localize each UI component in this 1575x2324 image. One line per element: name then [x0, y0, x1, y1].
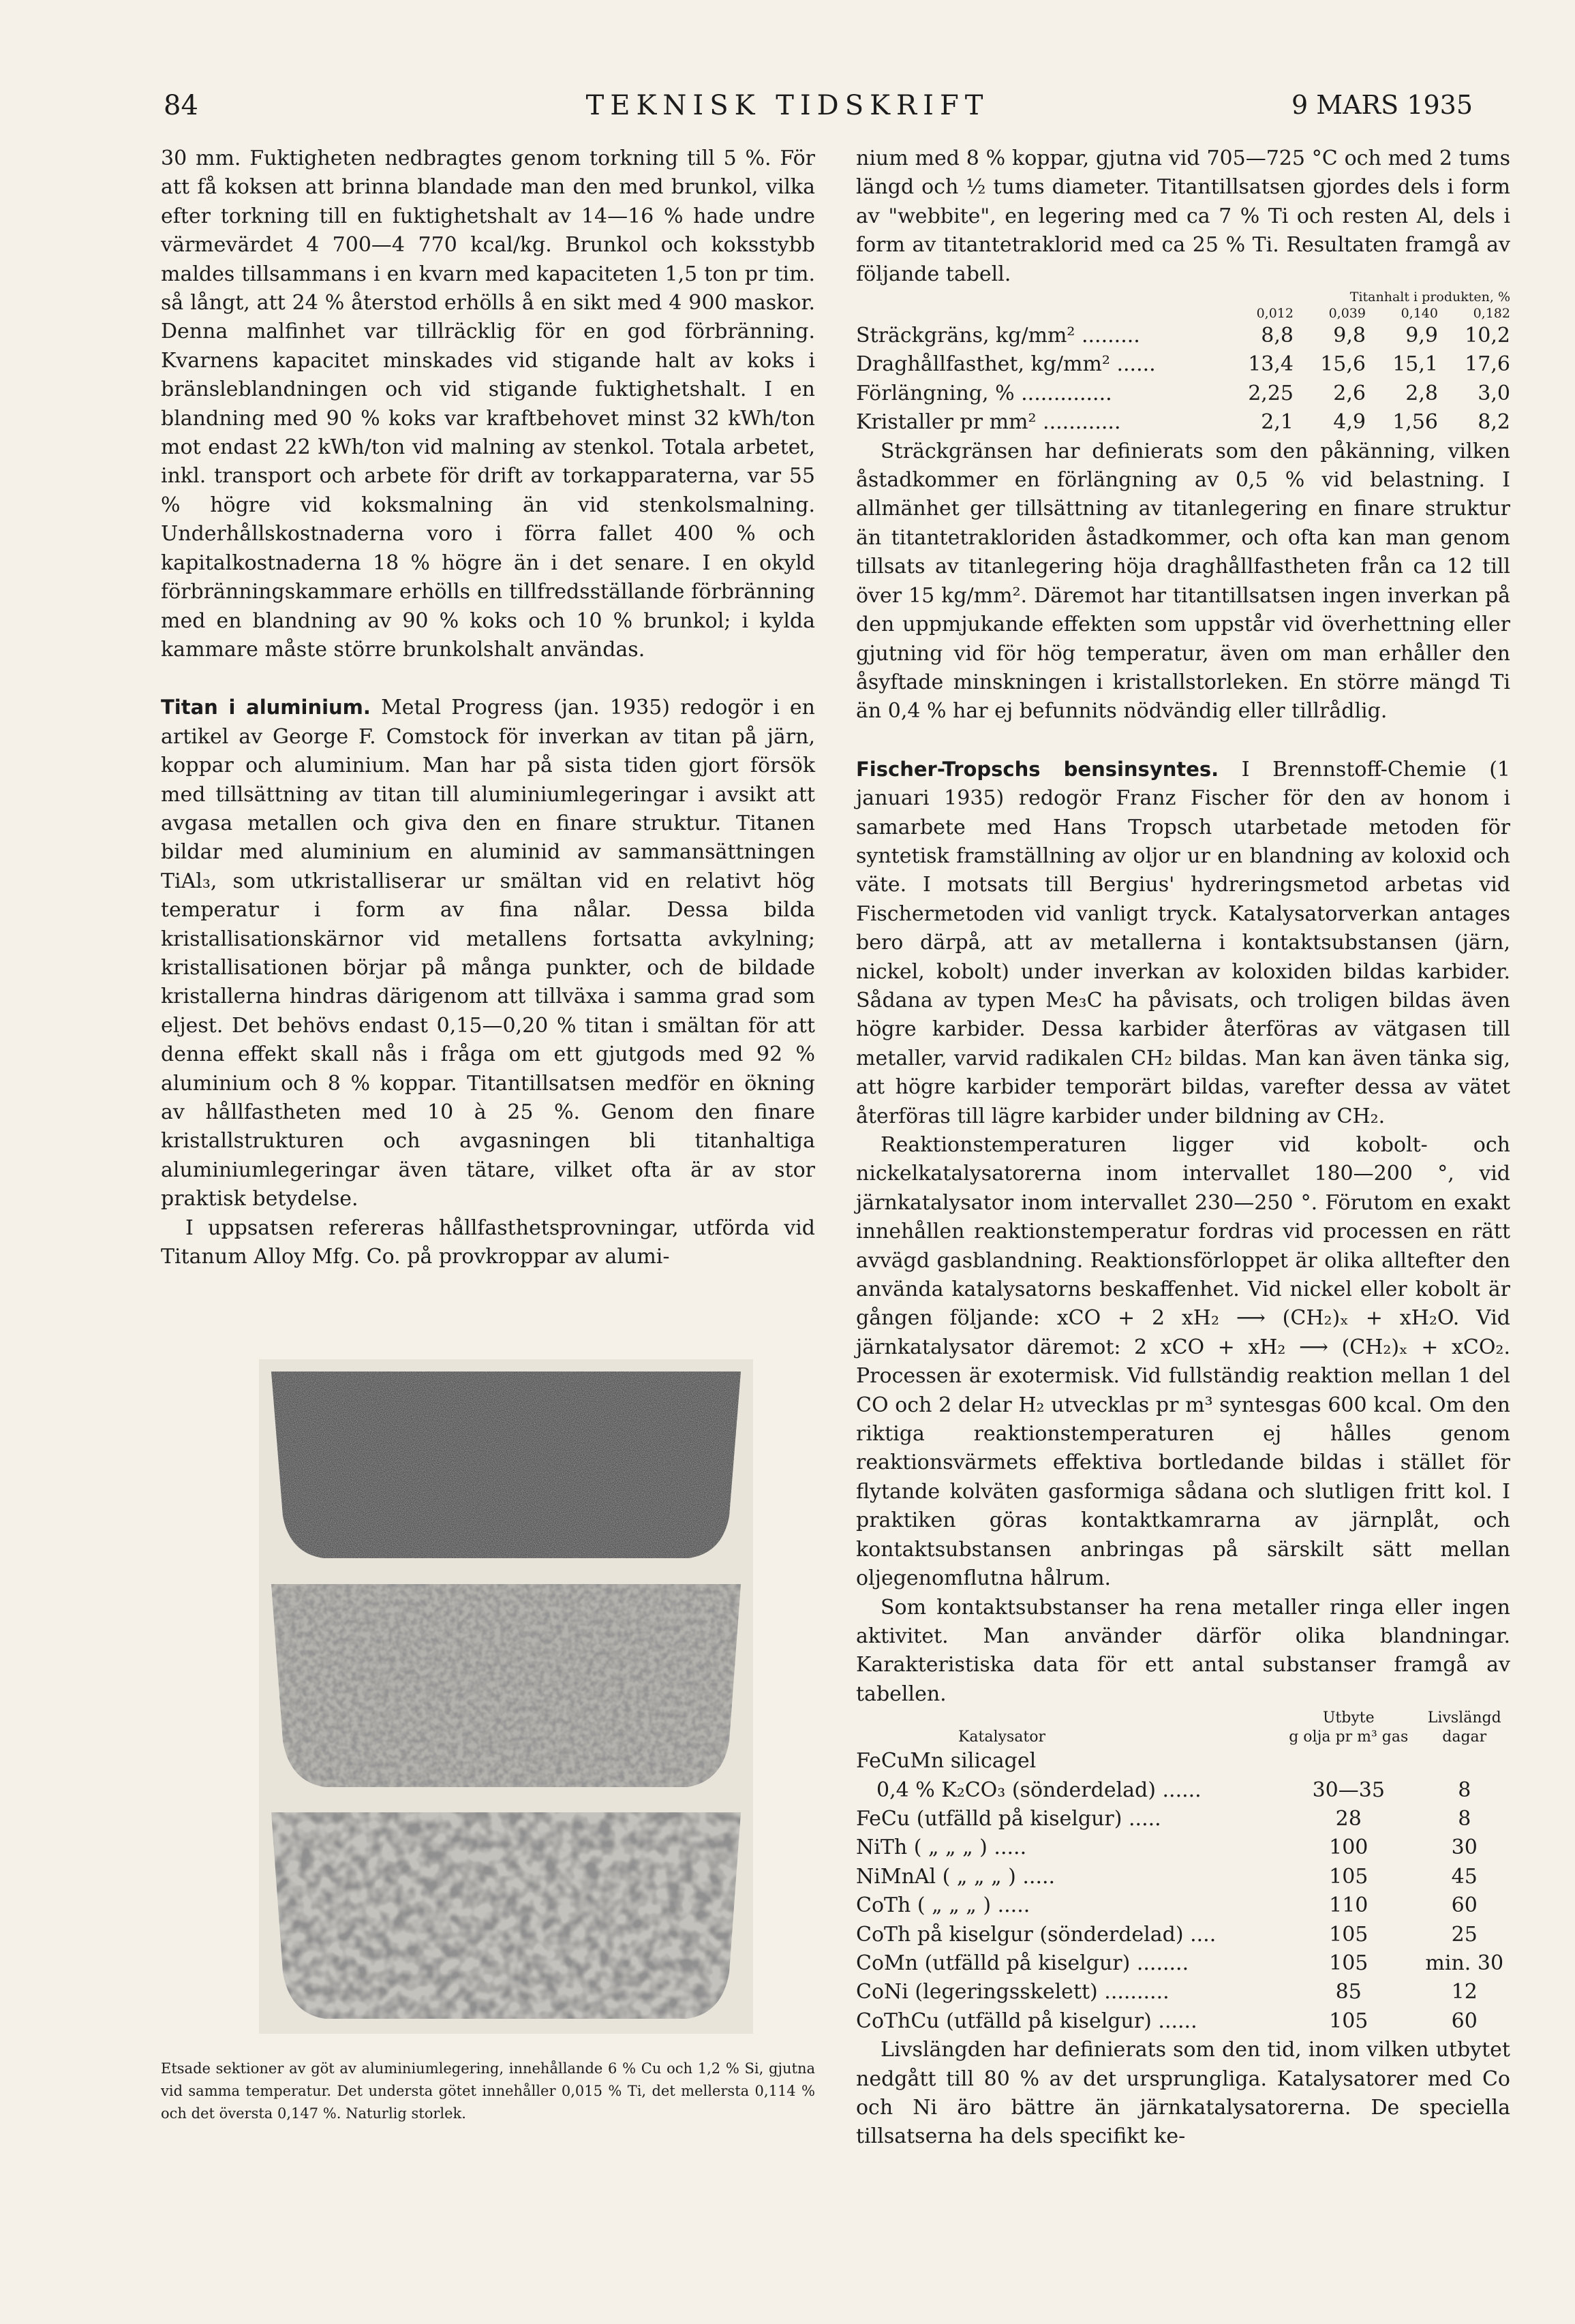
life-header-line1: Livslängd	[1427, 1709, 1501, 1727]
cell: 3,0	[1478, 381, 1510, 405]
life-col-header	[1418, 1709, 1510, 1747]
fischer-paragraph-2: Reaktionstemperaturen ligger vid kobolt- och nickelkatalysatorerna inom intervallet 180—200 °, vid järnkatalysator inom intervallet 230—250 °. Förutom en exakt innehållen reaktionstemperatur fordras vid processen en rätt avvägd gasblandning. Reaktionsförloppet är olika alltefter den använda katalysatorns beskaffenhet. Vid nickel eller kobolt är gången följande: xCO + 2 xH₂ ⟶ (CH₂)ₓ + xH₂O. Vid järnkatalysator däremot: 2 xCO + xH₂ ⟶ (CH₂)ₓ + xCO₂. Processen är exotermisk. Vid fullständig reaktion mellan 1 del CO och 2 delar H₂ utvecklas pr m³ syntesgas 600 kcal. Om den riktiga reaktionstemperaturen ej hålles genom reaktionsvärmets effektiva bortledande bildas i stället för flytande kolväten gasformiga sådana och slutligen fritt kol. I praktiken göras kontaktkamrarna av järnplåt, och kontaktsubstansen anbringas på särskilt sätt mellan oljegenomflutna hålrum.	[856, 1133, 1510, 1591]
catalyst-name: NiTh ( „ „ „ ) .....	[856, 1835, 1027, 1860]
row-label: Sträckgräns, kg/mm² .........	[856, 324, 1140, 348]
catalyst-col-header: Katalysator	[958, 1729, 1045, 1746]
section-heading-titan: Titan i aluminium.	[161, 696, 371, 719]
cell: 30	[1451, 1835, 1478, 1860]
titan-paragraph-1: Metal Progress (jan. 1935) redogör i en artikel av George F. Comstock för inverkan av titan på järn, koppar och aluminium. Man har på sista tiden gjort försök med tillsättning av titan till aluminiumlegeringar i avsikt att avgasa metallen och giva den en finare struktur. Titanen bildar med aluminium en aluminid av sammansättningen TiAl₃, som utkristalliserar ur smältan vid en relativt hög temperatur i form av fina nålar. Dessa bilda kristallisationskärnor vid metallens fortsatta avkylning; kristallisationen börjar på många punkter, och de bildade kristallerna hindras därigenom att tillväxa i samma grad som eljest. Det behövs endast 0,15—0,20 % titan i smältan för att denna effekt skall nås i fråga om ett gjutgods med 92 % aluminium och 8 % koppar. Titantillsatsen medför en ökning av hållfastheten med 10 à 25 %. Genom den finare kristallstrukturen och avgasningen bli titanhaltiga aluminiumlegeringar även tätare, vilket ofta är av stor praktisk betydelse.	[161, 696, 815, 1211]
cell: 9,8	[1333, 324, 1366, 348]
catalyst-name: NiMnAl ( „ „ „ ) .....	[856, 1864, 1056, 1889]
cell: 105	[1329, 1864, 1368, 1889]
cell: 28	[1335, 1806, 1362, 1831]
table-row	[856, 1891, 1510, 1920]
table-row	[856, 322, 1510, 350]
cell: 17,6	[1465, 352, 1510, 377]
issue-date: 9 MARS 1935	[1291, 90, 1473, 120]
cell: 15,1	[1392, 352, 1438, 377]
yield-strength-paragraph: Sträckgränsen har definierats som den påkänning, vilken åstadkommer en förlängning av 0,5 % vid belastning. I allmänhet ger tillsättning av titanlegering en finare struktur än titantetrakloriden åstadkommer, och ofta kan man genom tillsats av titanlegering höja draghållfastheten från ca 12 till över 15 kg/mm². Däremot har titantillsatsen ingen inverkan på den uppmjukande effekten som uppstår vid överhettning eller gjutning vid för hög temperatur, även om man erhåller den åsyftade minskningen i kristallstorleken. En större mängd Ti än 0,4 % har ej befunnits nödvändig eller tillrådlig.	[856, 439, 1510, 724]
etched-ingots-image	[259, 1359, 753, 2034]
fischer-paragraph-3: Som kontaktsubstanser ha rena metaller ringa eller ingen aktivitet. Man använder därför olika blandningar. Karakteristiska data för ett antal substanser framgå av tabellen.	[856, 1595, 1510, 1706]
cell: 60	[1451, 2009, 1478, 2033]
cell: 105	[1329, 1922, 1368, 1947]
titan-continuation: nium med 8 % koppar, gjutna vid 705—725 °C och med 2 tums längd och ½ tums diameter. Titantillsatsen gjordes dels i form av "webbite", en legering med ca 7 % Ti och resten Al, dels i form av titantetraklorid med ca 25 % Ti. Resultaten framgå av följande tabell.	[856, 146, 1510, 286]
row-label: Draghållfasthet, kg/mm² ......	[856, 352, 1156, 377]
table-row	[856, 1833, 1510, 1862]
cell: 2,25	[1248, 381, 1294, 405]
catalyst-table	[856, 1709, 1510, 2036]
table1-col: 0,012	[1256, 306, 1294, 322]
row-label: Förlängning, % ..............	[856, 381, 1112, 405]
bottom-ingot	[259, 1806, 753, 2024]
table-row	[856, 350, 1510, 379]
ingot-sections-figure	[259, 1359, 753, 2034]
table-row	[856, 1949, 1510, 1978]
figure-caption: Etsade sektioner av göt av aluminiumlegering, innehållande 6 % Cu och 1,2 % Si, gjutna vid samma temperatur. Det understa götet innehåller 0,015 % Ti, det mellersta 0,114 % och det översta 0,147 %. Naturlig storlek.	[161, 2060, 815, 2122]
cell: 8,8	[1261, 324, 1294, 348]
cell: 12	[1451, 1980, 1478, 2004]
cell: 8	[1458, 1778, 1471, 1802]
cell: 2,6	[1333, 381, 1366, 405]
catalyst-name: CoNi (legeringsskelett) ..........	[856, 1980, 1169, 2004]
table-row	[856, 1805, 1510, 1833]
table-row	[856, 1776, 1510, 1805]
table-row	[856, 1863, 1510, 1891]
cell: 4,9	[1333, 410, 1366, 435]
table-row	[856, 408, 1510, 437]
cell: 8	[1458, 1806, 1471, 1831]
left-column	[161, 144, 815, 1271]
titan-paragraph-2: I uppsatsen refereras hållfasthetsprovningar, utförda vid Titanum Alloy Mfg. Co. på provkroppar av alumi-	[161, 1215, 815, 1269]
cell: 85	[1335, 1980, 1362, 2004]
cell: 15,6	[1320, 352, 1366, 377]
cell: 25	[1451, 1922, 1478, 1947]
cell: 100	[1329, 1835, 1368, 1860]
cell: 30—35	[1312, 1778, 1385, 1802]
table1-col: 0,140	[1401, 306, 1438, 322]
lifetime-paragraph: Livslängden har definierats som den tid, inom vilken utbytet nedgått till 80 % av det ursprungliga. Katalysatorer med Co och Ni äro bättre än järnkatalysatorerna. De speciella tillsatserna ha dels specifikt ke-	[856, 2038, 1510, 2149]
table1-header: Titanhalt i produkten, %	[1349, 290, 1510, 305]
table-row	[856, 1921, 1510, 1949]
cell: 2,1	[1261, 410, 1294, 435]
cell: 1,56	[1392, 410, 1438, 435]
cell: 10,2	[1465, 324, 1510, 348]
cell: 110	[1329, 1893, 1368, 1918]
yield-header-line1: Utbyte	[1322, 1709, 1375, 1727]
catalyst-name: CoTh på kiselgur (sönderdelad) ....	[856, 1922, 1217, 1947]
table1-col: 0,039	[1328, 306, 1366, 322]
cell: 2,8	[1405, 381, 1438, 405]
cell: 105	[1329, 1951, 1368, 1975]
table-row	[856, 2007, 1510, 2036]
journal-title: TEKNISK TIDSKRIFT	[585, 90, 990, 121]
right-column	[856, 144, 1510, 2152]
yield-col-header	[1279, 1709, 1418, 1747]
page-number: 84	[164, 90, 198, 121]
catalyst-name: CoThCu (utfälld på kiselgur) ......	[856, 2009, 1197, 2033]
cell: 105	[1329, 2009, 1368, 2033]
middle-ingot	[259, 1577, 753, 1795]
cell: 8,2	[1478, 410, 1510, 435]
coal-paragraph: 30 mm. Fuktigheten nedbragtes genom torkning till 5 %. För att få koksen att brinna blandade man den med brunkol, vilka efter torkning till en fuktighetshalt av 14—16 % hade undre värmevärdet 4 700—4 770 kcal/kg. Brunkol och koksstybb maldes tillsammans i en kvarn med kapaciteten 1,5 ton pr tim. så långt, att 24 % återstod erhölls å en sikt med 4 900 maskor. Denna malfinhet var tillräcklig för en god förbränning. Kvarnens kapacitet minskades vid stigande halt av koks i bränsleblandningen och vid stigande fuktighetshalt. I en blandning med 90 % koks var kraftbehovet minst 32 kWh/ton mot endast 22 kWh/ton vid malning av stenkol. Totala arbetet, inkl. transport och arbete för drift av torkapparaterna, var 55 % högre vid koksmalning än vid stenkolsmalning. Underhållskostnaderna voro i förra fallet 400 % och kapitalkostnaderna 18 % högre än i det senare. I en okyld förbränningskammare erhölls en tillfredsställande förbränning med en blandning av 90 % koks och 10 % brunkol; i kylda kammare måste större brunkolshalt användas.	[161, 146, 815, 662]
catalyst-group: FeCuMn silicagel	[856, 1749, 1037, 1773]
section-heading-fischer: Fischer-Tropschs bensinsyntes.	[856, 757, 1219, 781]
catalyst-name: CoMn (utfälld på kiselgur) ........	[856, 1951, 1189, 1975]
page-header	[0, 90, 1575, 131]
catalyst-name: FeCu (utfälld på kiselgur) .....	[856, 1806, 1161, 1831]
yield-header-line2: g olja pr m³ gas	[1289, 1729, 1409, 1746]
fischer-paragraph-1: I Brennstoff-Chemie (1 januari 1935) redogör Franz Fischer för den av honom i samarbete med Hans Tropsch utarbetade metoden för syntetisk framställning av oljor ur en blandning av koloxid och väte. I motsats till Bergius' hydreringsmetod arbetas vid Fischermetoden vid vanligt tryck. Katalysatorverkan antages bero därpå, att av metallerna i kontaktsubstansen (järn, nickel, kobolt) under inverkan av koloxiden bildas karbider. Sådana av typen Me₃C ha påvisats, och troligen bildas även högre karbider. Dessa karbider återföras av vätgasen till metaller, varvid radikalen CH₂ bildas. Man kan även tänka sig, att högre karbider temporärt bildas, varefter dessa av vätet återföras till lägre karbider under bildning av CH₂.	[856, 757, 1510, 1128]
top-ingot	[259, 1359, 753, 1584]
table-row	[856, 1978, 1510, 2007]
cell: min. 30	[1425, 1951, 1504, 1975]
life-header-line2: dagar	[1442, 1729, 1487, 1746]
catalyst-name: CoTh ( „ „ „ ) .....	[856, 1893, 1030, 1918]
table-row	[856, 379, 1510, 408]
cell: 9,9	[1405, 324, 1438, 348]
cell: 45	[1451, 1864, 1478, 1889]
cell: 60	[1451, 1893, 1478, 1918]
table1-col: 0,182	[1473, 306, 1510, 322]
row-label: Kristaller pr mm² ............	[856, 410, 1121, 435]
catalyst-name: 0,4 % K₂CO₃ (sönderdelad) ......	[876, 1778, 1202, 1802]
titan-strength-table	[856, 289, 1510, 437]
cell: 13,4	[1248, 352, 1294, 377]
